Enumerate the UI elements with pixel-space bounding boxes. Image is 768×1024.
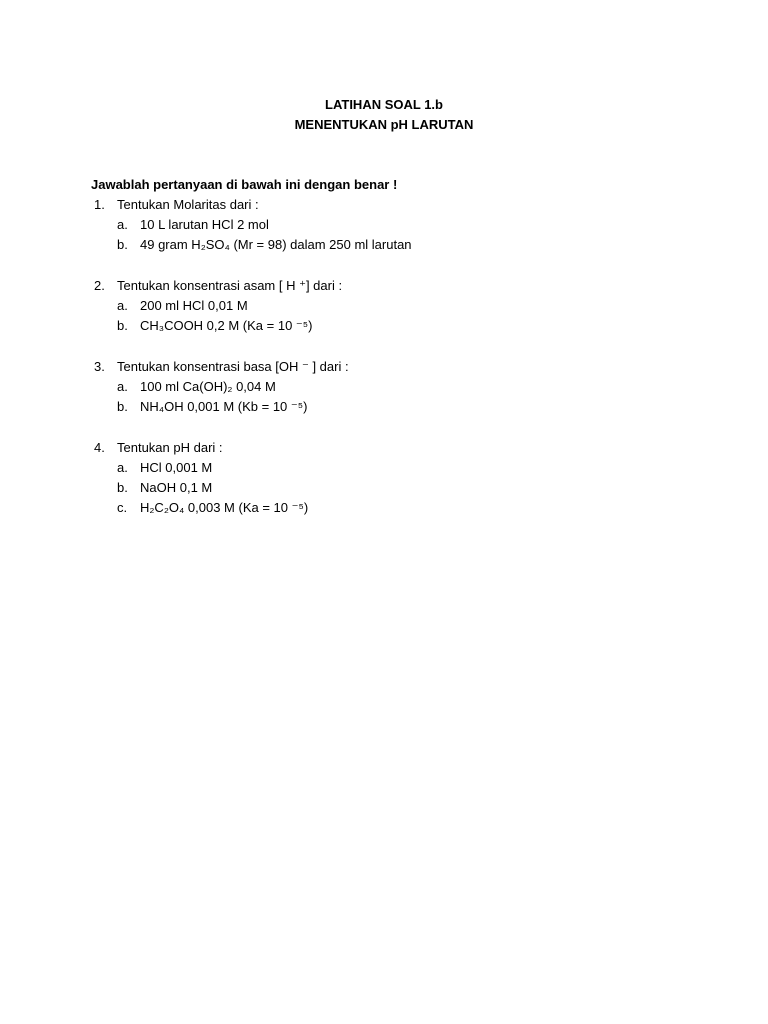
option-letter: a.: [117, 379, 128, 394]
question-1-option-a: [0, 215, 768, 235]
option-text: 10 L larutan HCl 2 mol: [140, 217, 269, 232]
instruction-text: Jawablah pertanyaan di bawah ini dengan benar !: [91, 177, 398, 192]
question-1-option-b: [0, 235, 768, 255]
option-text: HCl 0,001 M: [140, 460, 213, 475]
option-letter: b.: [117, 318, 128, 333]
option-letter: c.: [117, 500, 128, 515]
question-2-option-a: [0, 296, 768, 316]
title-block: [0, 95, 768, 135]
question-text: Tentukan konsentrasi basa [OH ⁻ ] dari :: [117, 359, 349, 374]
document-title: LATIHAN SOAL 1.b: [325, 97, 443, 112]
question-1: [0, 195, 768, 215]
question-4: [0, 438, 768, 458]
question-2-option-b: [0, 316, 768, 336]
option-letter: a.: [117, 217, 128, 232]
question-3: [0, 357, 768, 377]
option-text: 200 ml HCl 0,01 M: [140, 298, 248, 313]
option-letter: b.: [117, 480, 128, 495]
question-4-option-b: [0, 478, 768, 498]
question-number: 3.: [94, 359, 105, 374]
question-4-option-c: [0, 498, 768, 518]
document-subtitle: MENENTUKAN pH LARUTAN: [294, 117, 474, 132]
option-letter: b.: [117, 237, 128, 252]
option-text: 100 ml Ca(OH)₂ 0,04 M: [140, 379, 276, 394]
option-text: NH₄OH 0,001 M (Kb = 10 ⁻⁵): [140, 399, 308, 414]
question-text: Tentukan konsentrasi asam [ H ⁺] dari :: [117, 278, 343, 293]
question-3-option-b: [0, 397, 768, 417]
question-2: [0, 276, 768, 296]
question-number: 1.: [94, 197, 105, 212]
option-text: CH₃COOH 0,2 M (Ka = 10 ⁻⁵): [140, 318, 313, 333]
question-text: Tentukan Molaritas dari :: [117, 197, 259, 212]
option-text: 49 gram H₂SO₄ (Mr = 98) dalam 250 ml larutan: [140, 237, 412, 252]
option-letter: a.: [117, 460, 128, 475]
question-number: 2.: [94, 278, 105, 293]
question-number: 4.: [94, 440, 105, 455]
spacer: [0, 255, 768, 276]
spacer: [0, 336, 768, 357]
option-letter: a.: [117, 298, 128, 313]
option-text: NaOH 0,1 M: [140, 480, 213, 495]
spacer: [0, 417, 768, 438]
question-4-option-a: [0, 458, 768, 478]
question-list: [0, 195, 768, 518]
question-text: Tentukan pH dari :: [117, 440, 223, 455]
question-3-option-a: [0, 377, 768, 397]
option-letter: b.: [117, 399, 128, 414]
option-text: H₂C₂O₄ 0,003 M (Ka = 10 ⁻⁵): [140, 500, 309, 515]
